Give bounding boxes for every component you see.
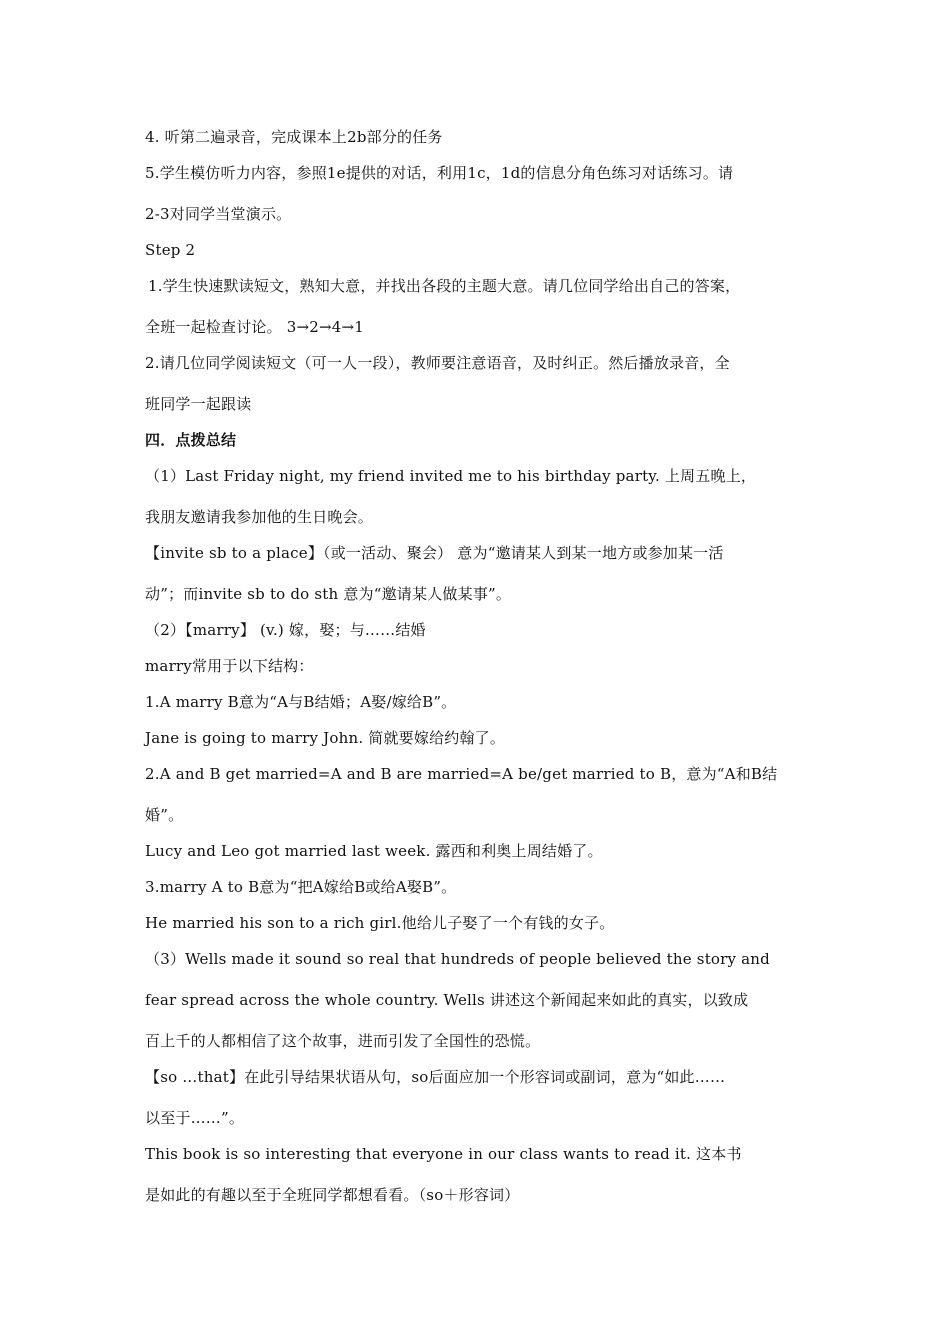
text-line: 我朋友邀请我参加他的生日晚会。 — [145, 508, 374, 526]
text-line: Step 2 — [145, 241, 196, 259]
text-line: 1.A marry B意为“A与B结婚；A娶/嫁给B”。 — [145, 693, 457, 711]
text-line: 3.marry A to B意为“把A嫁给B或给A娶B”。 — [145, 878, 457, 896]
text-line: （1）Last Friday night, my friend invited me to his birthday party. 上周五晚上， — [145, 467, 757, 485]
text-line: marry常用于以下结构： — [145, 657, 314, 675]
text-line: 2.A and B get married=A and B are married=A be/get married to B，意为“A和B结 — [145, 765, 778, 783]
text-line: fear spread across the whole country. Wells 讲述这个新闻起来如此的真实，以致成 — [145, 991, 749, 1009]
text-line: 1.学生快速默读短文，熟知大意，并找出各段的主题大意。请几位同学给出自己的答案， — [148, 277, 741, 295]
text-line: Lucy and Leo got married last week. 露西和利奥上周结婚了。 — [145, 842, 603, 860]
text-line: 5.学生模仿听力内容，参照1e提供的对话，利用1c，1d的信息分角色练习对话练习。请 — [145, 164, 734, 182]
text-line: （3）Wells made it sound so real that hundreds of people believed the story and — [145, 950, 770, 968]
text-line: 百上千的人都相信了这个故事，进而引发了全国性的恐慌。 — [145, 1032, 541, 1050]
text-line: He married his son to a rich girl.他给儿子娶了一个有钱的女子。 — [145, 914, 615, 932]
text-line: 是如此的有趣以至于全班同学都想看看。（so＋形容词） — [145, 1186, 520, 1204]
text-line: 【so …that】在此引导结果状语从句，so后面应加一个形容词或副词，意为“如此…… — [145, 1068, 726, 1086]
text-line: 班同学一起跟读 — [145, 395, 252, 413]
text-line: 动”；而invite sb to do sth 意为“邀请某人做某事”。 — [145, 585, 512, 603]
text-line: 【invite sb to a place】（或一活动、聚会） 意为“邀请某人到某一地方或参加某一活 — [145, 544, 724, 562]
text-line: 以至于……”。 — [145, 1109, 245, 1127]
section-heading: 四．点拨总结 — [145, 431, 237, 449]
text-line: （2）【marry】 (v.) 嫁，娶；与……结婚 — [145, 621, 426, 639]
text-line: 2.请几位同学阅读短文（可一人一段），教师要注意语音，及时纠正。然后播放录音，全 — [145, 354, 730, 372]
text-line: 2-3对同学当堂演示。 — [145, 205, 292, 223]
text-line: 全班一起检查讨论。 3→2→4→1 — [145, 318, 365, 336]
text-line: 婚”。 — [145, 806, 184, 824]
text-line: 4. 听第二遍录音，完成课本上2b部分的任务 — [145, 128, 443, 146]
text-line: This book is so interesting that everyone in our class wants to read it. 这本书 — [145, 1145, 742, 1163]
text-line: Jane is going to marry John. 简就要嫁给约翰了。 — [145, 729, 506, 747]
